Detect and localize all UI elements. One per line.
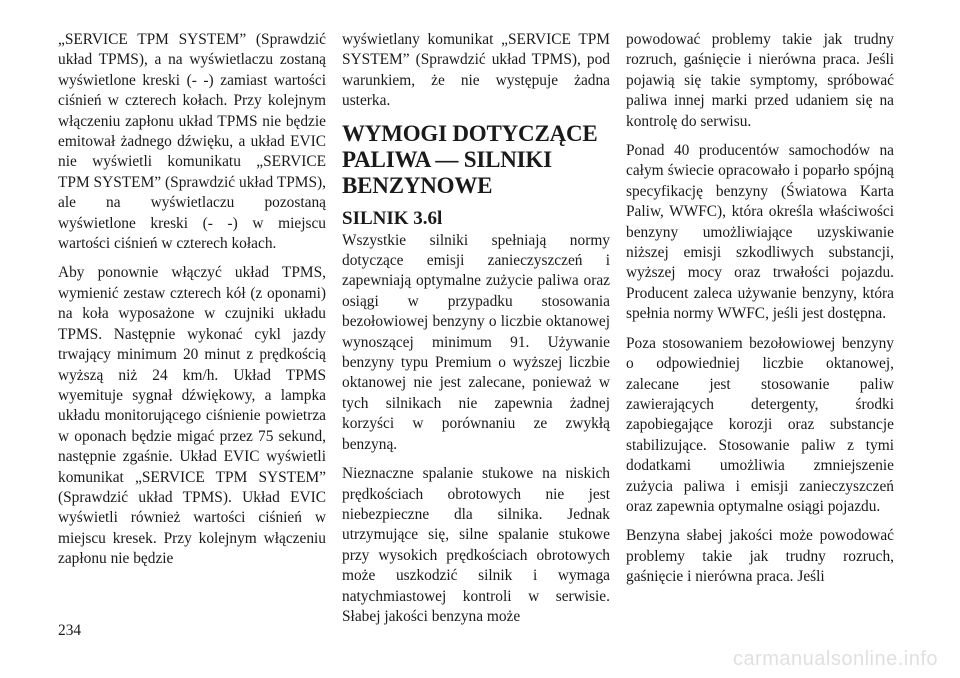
paragraph: Wszystkie silniki spełniają normy dotyczące emisji zanieczyszczeń i zapewniają optymalne zużycie paliwa oraz osiągi w przypadku stosowania bezołowiowej benzyny o liczbie oktanowej wynoszącej minimum 91. Używanie benzyny typu Premium o wyższej liczbie oktanowej nie jest zalecane, ponieważ w tych silnikach nie zapewnia żadnej korzyści w porównaniu ze zwykłą benzyną. xyxy=(342,231,610,453)
paragraph: powodować problemy takie jak trudny rozruch, gaśnięcie i nierówna praca. Jeśli pojawią się takie symptomy, spróbować paliwa innej marki przed udaniem się na kontrolę do serwisu. xyxy=(626,31,894,130)
paragraph: Poza stosowaniem bezołowiowej benzyny o odpowiedniej liczbie oktanowej, zalecane jest stosowanie paliw zawierających detergenty, środki zapobiegające korozji oraz substancje stabilizujące. Stosowanie paliw z tymi dodatkami umożliwia zmniejszenie zużycia paliwa i emisji zanieczyszczeń oraz zapewnia optymalne osiągi pojazdu. xyxy=(626,334,894,515)
paragraph: Benzyna słabej jakości może powodować problemy takie jak trudny rozruch, gaśnięcie i nierówna praca. Jeśli xyxy=(626,527,894,586)
page-number: 234 xyxy=(58,622,82,639)
paragraph: Nieznaczne spalanie stukowe na niskich prędkościach obrotowych nie jest niebezpieczne dla silnika. Jednak utrzymujące się, silne spalanie stukowe przy wysokich prędkościach obrotowych może uszkodzić silnik i wymaga natychmiastowej kontroli w serwisie. Słabej jakości benzyna może xyxy=(342,465,610,625)
watermark: carmanualsonline.info xyxy=(732,648,938,670)
paragraph: „SERVICE TPM SYSTEM” (Sprawdzić układ TPMS), a na wyświetlaczu zostaną wyświetlone kreski (- -) zamiast wartości ciśnień w czterech kołach. Przy kolejnym włączeniu zapłonu układ TPMS nie będzie emitował żadnego dźwięku, a układ EVIC nie wyświetli komunikatu „SERVICE TPM SYSTEM” (Sprawdzić układ TPMS), ale na wyświetlaczu pozostaną wyświetlone kreski (- -) w miejscu wartości ciśnień w czterech kołach. xyxy=(58,31,326,253)
subsection-heading: SILNIK 3.6l xyxy=(342,207,443,229)
text-column-right xyxy=(626,30,894,597)
text-column-left xyxy=(58,30,326,579)
paragraph: Aby ponownie włączyć układ TPMS, wymienić zestaw czterech kół (z oponami) na koła wyposażone w czujniki układu TPMS. Następnie wykonać cykl jazdy trwający minimum 20 minut z prędkością wyższą niż 24 km/h. Układ TPMS wyemituje sygnał dźwiękowy, a lampka układu monitorującego ciśnienie powietrza w oponach będzie migać przez 75 sekund, następnie zgaśnie. Układ EVIC wyświetli komunikat „SERVICE TPM SYSTEM” (Sprawdzić układ TPMS). Układ EVIC wyświetli również wartości ciśnień w miejscu kresek. Przy kolejnym włączeniu zapłonu nie będzie xyxy=(58,264,326,568)
text-column-middle xyxy=(342,30,610,636)
section-heading: WYMOGI DOTYCZĄCE PALIWA — SILNIKI BENZYNOWE xyxy=(342,120,598,198)
paragraph: Ponad 40 producentów samochodów na całym świecie opracowało i poparło spójną specyfikację benzyny (Światowa Karta Paliw, WWFC), która określa właściwości benzyny umożliwiające uzyskiwanie niższej emisji szkodliwych substancji, wyższej mocy oraz trwałości pojazdu. Producent zaleca używanie benzyny, która spełnia normy WWFC, jeśli jest dostępna. xyxy=(626,142,894,323)
paragraph: wyświetlany komunikat „SERVICE TPM SYSTEM” (Sprawdzić układ TPMS), pod warunkiem, że nie występuje żadna usterka. xyxy=(342,31,610,110)
